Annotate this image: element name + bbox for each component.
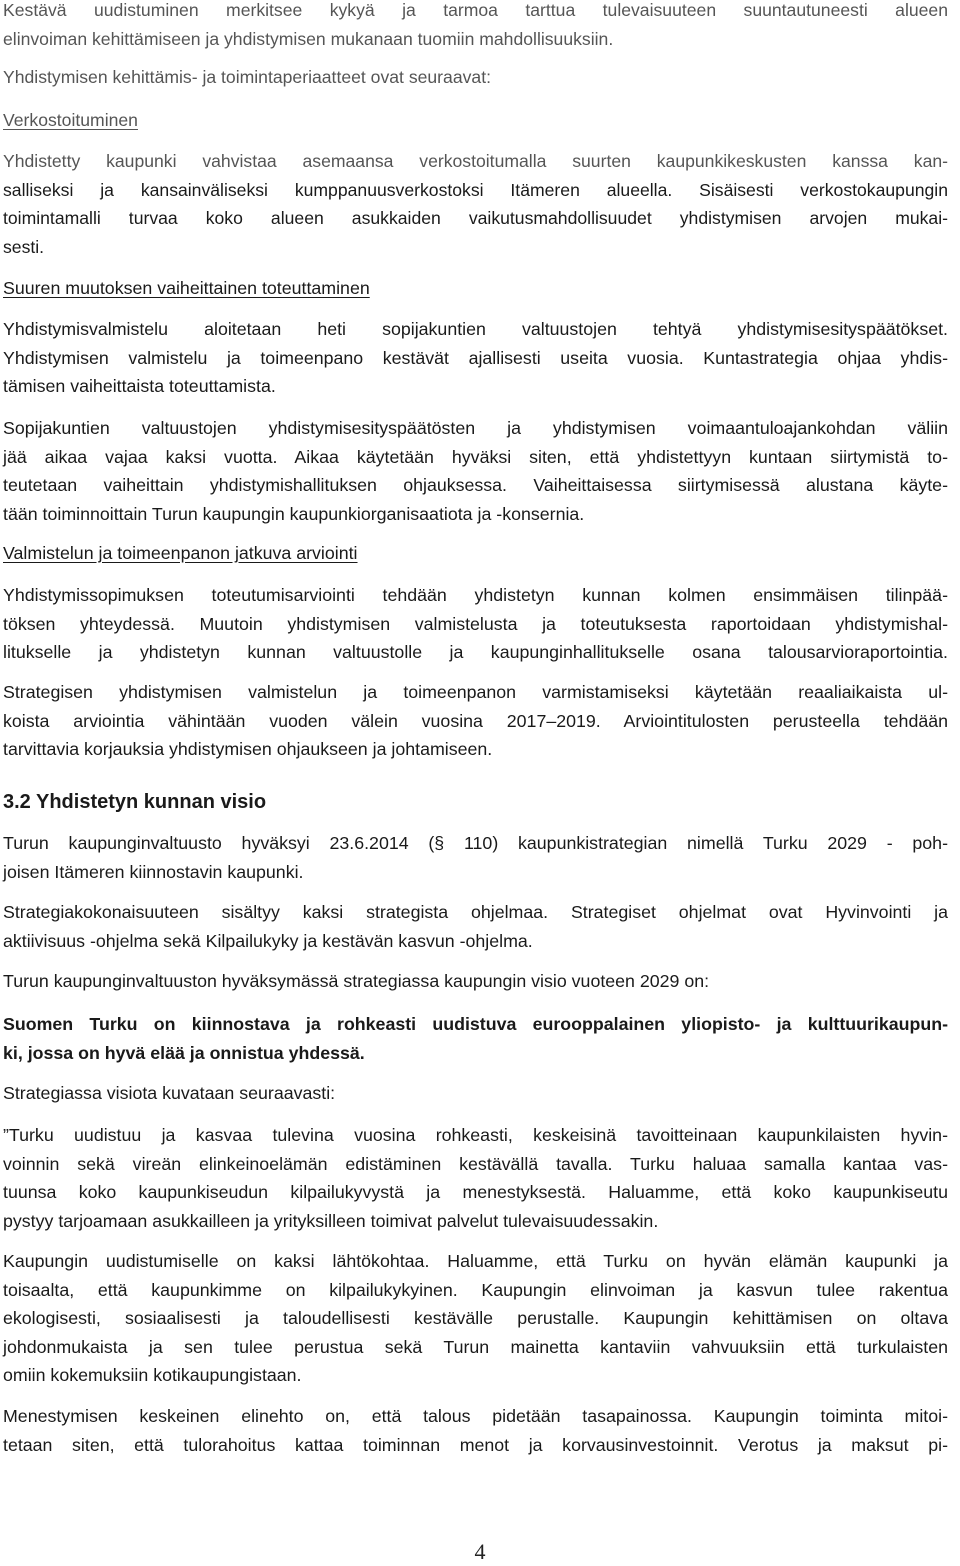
paragraph-line: Menestymisen keskeinen elinehto on, että talous pidetään tasapainossa. Kaupungin toiminta mitoi-	[3, 1406, 948, 1426]
paragraph-line: Strategisen yhdistymisen valmistelun ja toimeenpanon varmistamiseksi käytetään reaaliaikaista ul-	[3, 682, 948, 702]
paragraph-line: Yhdistymisen valmistelu ja toimeenpano kestävät ajallisesti useita vuosia. Kuntastrategia ohjaa yhdis-	[3, 347, 948, 368]
paragraph-line: ki, jossa on hyvä elää ja onnistua yhdessä.	[3, 1042, 365, 1063]
paragraph-line: toisaalta, että kaupunkimme on kilpailukykyinen. Kaupungin elinvoiman ja kasvun tulee rakentua	[3, 1279, 948, 1300]
vision-quote	[3, 1121, 948, 1235]
section-3-2-paragraph-5	[3, 1247, 948, 1390]
page-number: 4	[474, 1539, 486, 1564]
paragraph-line: Yhdistymisen kehittämis- ja toimintaperiaatteet ovat seuraavat:	[3, 67, 491, 87]
paragraph-line: tään toiminnoittain Turun kaupungin kaupunkiorganisaatiota ja -konsernia.	[3, 503, 585, 524]
paragraph-line: voinnin sekä vireän elinkeinoelämän edistäminen kestävällä tavalla. Turku haluaa samalla kantaa vas-	[3, 1153, 948, 1174]
verkostoituminen-paragraph	[3, 147, 948, 261]
paragraph-line: töksen yhteydessä. Muutoin yhdistymisen valmistelusta ja toteutuksesta raportoidaan yhdistymishal-	[3, 613, 948, 634]
paragraph-line: johdonmukaista ja sen tulee perustua sekä Turun mainetta kantaviin vahvuuksiin että turkulaisten	[3, 1336, 948, 1357]
section-3-2-heading-block	[3, 788, 948, 816]
valmistelun-paragraph-2	[3, 678, 948, 764]
paragraph-line: Kaupungin uudistumiselle on kaksi lähtökohtaa. Haluamme, että Turku on hyvän elämän kaupunki ja	[3, 1251, 948, 1271]
heading-suuren-muutoksen	[3, 274, 948, 303]
paragraph-line: Yhdistetty kaupunki vahvistaa asemaansa verkostoitumalla suurten kaupunkikeskusten kanssa kan-	[3, 151, 948, 171]
paragraph-line: Kestävä uudistuminen merkitsee kykyä ja tarmoa tarttua tulevaisuuteen suuntautuneesti alueen	[3, 0, 948, 20]
paragraph-line: sesti.	[3, 236, 45, 257]
heading-verkostoituminen	[3, 106, 948, 135]
section-subheading: Valmistelun ja toimeenpanon jatkuva arviointi	[3, 543, 358, 563]
paragraph-line: Turun kaupunginvaltuusto hyväksyi 23.6.2014 (§ 110) kaupunkistrategian nimellä Turku 2029 - poh-	[3, 833, 948, 853]
paragraph-line: ”Turku uudistuu ja kasvaa tulevina vuosina rohkeasti, keskeisinä tavoitteinaan kaupunkilaisten hyvin-	[3, 1125, 948, 1145]
paragraph-line: pystyy tarjoamaan asukkailleen ja yrityksilleen toimivat palvelut tulevaisuudessakin.	[3, 1210, 659, 1231]
paragraph-line: salliseksi ja kansainväliseksi kumppanuusverkostoksi Itämeren alueella. Sisäisesti verkostokaupungin	[3, 179, 948, 200]
section-3-2-paragraph-3	[3, 967, 948, 996]
paragraph-line: Yhdistymisvalmistelu aloitetaan heti sopijakuntien valtuustojen tehtyä yhdistymisesityspäätökset.	[3, 319, 948, 339]
section-3-2-paragraph-1	[3, 829, 948, 886]
paragraph-line: elinvoiman kehittämiseen ja yhdistymisen mukanaan tuomiin mahdollisuuksiin.	[3, 28, 614, 49]
paragraph-line: omiin kokemuksiin kotikaupungistaan.	[3, 1365, 302, 1386]
paragraph-line: tämisen vaiheittaista toteuttamista.	[3, 376, 276, 397]
suuren-muutoksen-paragraph-1	[3, 315, 948, 401]
paragraph-line: Sopijakuntien valtuustojen yhdistymisesityspäätösten ja yhdistymisen voimaantuloajankohdan väliin	[3, 418, 948, 438]
section-3-2-paragraph-4	[3, 1079, 948, 1108]
paragraph-line: tarvittavia korjauksia yhdistymisen ohjaukseen ja johtamiseen.	[3, 739, 493, 760]
paragraph-line: jää aikaa vajaa kaksi vuotta. Aikaa käytetään hyväksi siten, että yhdistettyyn kuntaan siirtymistä to-	[3, 446, 948, 467]
section-heading: 3.2 Yhdistetyn kunnan visio	[3, 791, 267, 813]
section-3-2-paragraph-2	[3, 898, 948, 955]
paragraph-line: aktiivisuus -ohjelma sekä Kilpailukyky ja kestävän kasvun -ohjelma.	[3, 930, 533, 951]
paragraph-line: Strategiakokonaisuuteen sisältyy kaksi strategista ohjelmaa. Strategiset ohjelmat ovat Hyvinvointi ja	[3, 902, 948, 922]
intro-paragraph	[3, 0, 948, 53]
paragraph-line: tuunsa koko kaupunkiseudun kilpailukyvystä ja menestyksestä. Haluamme, että koko kaupunkiseutu	[3, 1182, 948, 1203]
paragraph-line: tetaan siten, että tulorahoitus kattaa toiminnan menot ja korvausinvestoinnit. Verotus ja maksut pi-	[3, 1434, 948, 1455]
heading-valmistelun	[3, 539, 948, 568]
section-3-2-paragraph-6	[3, 1402, 948, 1459]
valmistelun-paragraph-1	[3, 581, 948, 667]
paragraph-line: teutetaan vaiheittain yhdistymishallituksen ohjauksessa. Vaiheittaisessa siirtymisessä alustana käyte-	[3, 475, 948, 496]
principles-intro	[3, 63, 948, 92]
paragraph-line: ekologisesti, sosiaalisesti ja taloudellisesti kestävälle perustalle. Kaupungin kehittämisen on oltava	[3, 1308, 948, 1329]
paragraph-line: koista arviointia vähintään vuoden välein vuosina 2017–2019. Arviointitulosten perusteella tehdään	[3, 710, 948, 731]
section-subheading: Suuren muutoksen vaiheittainen toteuttaminen	[3, 278, 370, 298]
paragraph-line: Yhdistymissopimuksen toteutumisarviointi tehdään yhdistetyn kunnan kolmen ensimmäisen tilinpää-	[3, 585, 948, 605]
paragraph-line: Strategiassa visiota kuvataan seuraavasti:	[3, 1083, 336, 1103]
paragraph-line: joisen Itämeren kiinnostavin kaupunki.	[3, 861, 304, 882]
paragraph-line: Suomen Turku on kiinnostava ja rohkeasti uudistuva eurooppalainen yliopisto- ja kulttuurikaupun-	[3, 1014, 948, 1034]
paragraph-line: Turun kaupunginvaltuuston hyväksymässä strategiassa kaupungin visio vuoteen 2029 on:	[3, 971, 710, 991]
paragraph-line: litukselle ja yhdistetyn kunnan valtuustolle ja kaupunginhallitukselle osana talousarvioraportointia.	[3, 642, 948, 663]
suuren-muutoksen-paragraph-2	[3, 414, 948, 528]
paragraph-line: toimintamalli turvaa koko alueen asukkaiden vaikutusmahdollisuudet yhdistymisen arvojen mukai-	[3, 208, 948, 229]
section-subheading: Verkostoituminen	[3, 110, 138, 130]
vision-statement	[3, 1010, 948, 1067]
